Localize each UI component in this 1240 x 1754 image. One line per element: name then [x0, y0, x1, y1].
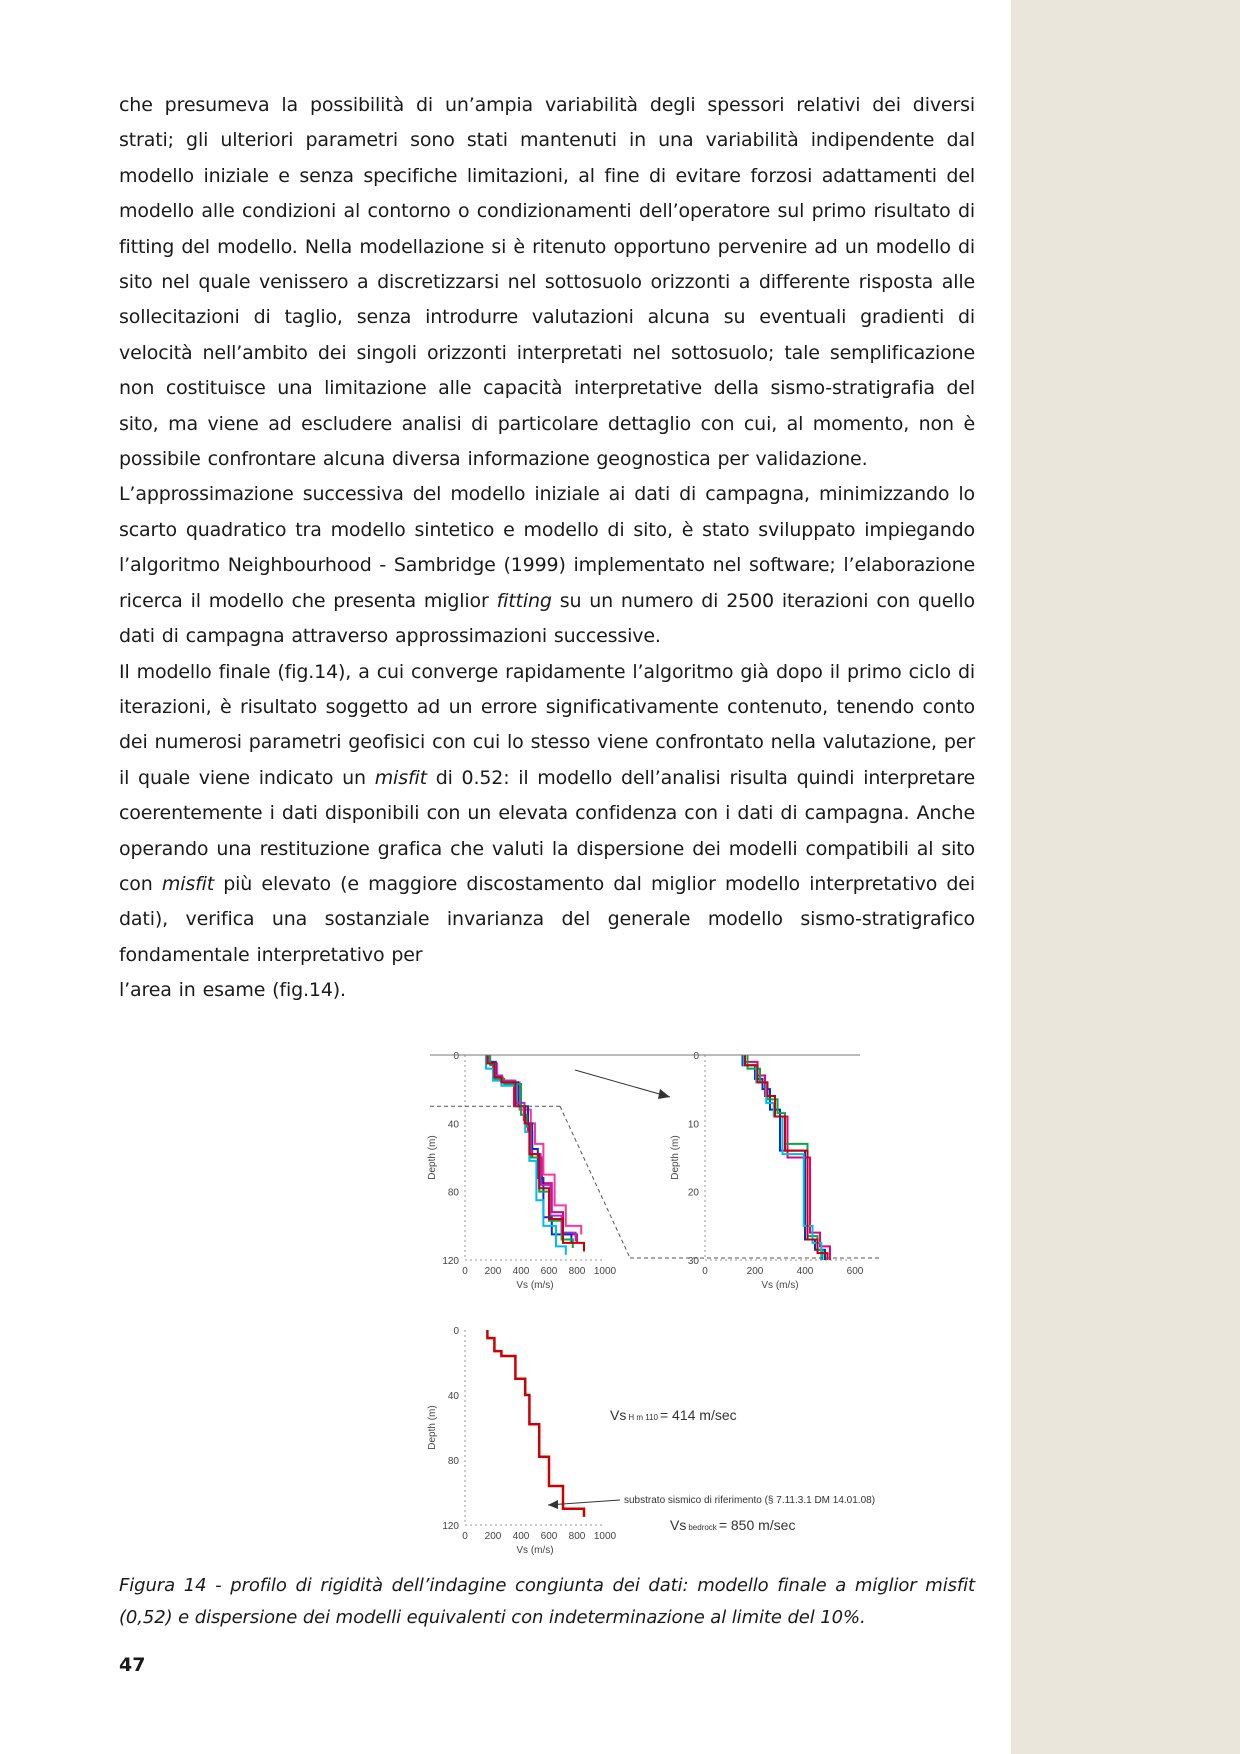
x-tick-label: 800 — [568, 1531, 586, 1542]
profile-series-1-4 — [745, 1055, 828, 1260]
substrato-label: substrato sismico di riferimento (§ 7.11.3.1 DM 14.01.08) — [624, 1495, 876, 1506]
profile-series-2-0 — [487, 1330, 584, 1517]
x-tick-label: 200 — [484, 1266, 502, 1277]
vs-bedrock-main: Vs — [670, 1517, 687, 1533]
paragraph-3-last-line: l’area in esame (fig.14). — [119, 979, 346, 1002]
x-tick-label: 0 — [462, 1266, 468, 1277]
vs-bedrock-value: = 850 m/sec — [718, 1517, 796, 1533]
x-tick-label: 0 — [702, 1266, 708, 1277]
figure-14-chart — [410, 1045, 980, 1565]
paragraph-2-text-b: su un numero di 2500 iterazioni con quello dati di campagna attraverso approssimazioni successive. — [119, 589, 975, 648]
y-tick-label: 10 — [687, 1119, 699, 1131]
y-tick-label: 0 — [693, 1051, 699, 1062]
x-axis-label: Vs (m/s) — [516, 1280, 554, 1291]
y-tick-label: 40 — [447, 1391, 459, 1402]
figure-14 — [410, 1045, 980, 1565]
paragraph-3 — [119, 655, 975, 974]
y-tick-label: 30 — [687, 1256, 699, 1267]
zoom-arrow-head — [658, 1089, 670, 1099]
x-tick-label: 0 — [462, 1531, 468, 1542]
y-tick-label: 120 — [442, 1521, 459, 1532]
figure-caption: Figura 14 - profilo di rigidità dell’indagine congiunta dei dati: modello finale a miglior misfit (0,52) e dispersione dei modelli equivalenti con indeterminazione al limite del 10%. — [119, 1575, 975, 1628]
paragraph-3-text-b: di 0.52: il modello dell’analisi risulta quindi interpretare coerentemente i dati disponibili con un elevata confidenza con i dati di campagna. Anche operando una restituzione grafica che valuti la dispersione dei modelli compatibili al sito con — [119, 766, 975, 895]
paragraph-3-text-a: Il modello finale (fig.14), a cui converge rapidamente l’algoritmo già dopo il primo ciclo di iterazioni, è risultato soggetto ad un errore significativamente contenuto, tenendo conto dei numerosi parametri geofisici con cui lo stesso viene confrontato nella valutazione, per il quale viene indicato un — [119, 660, 975, 789]
profile-series-1-1 — [745, 1055, 830, 1260]
substrato-arrow — [548, 1500, 620, 1505]
x-tick-label: 1000 — [593, 1266, 617, 1277]
paragraph-2 — [119, 477, 975, 654]
x-tick-label: 400 — [512, 1266, 530, 1277]
vs-h-sub: H m 110 — [628, 1413, 658, 1422]
vs-bedrock-annotation — [670, 1517, 795, 1533]
x-tick-label: 200 — [484, 1531, 502, 1542]
y-axis-label: Depth (m) — [427, 1135, 438, 1180]
vs-bedrock-sub: bedrock — [688, 1523, 717, 1532]
paragraph-3-emphasis-2: misfit — [161, 872, 215, 895]
body-text — [119, 88, 975, 1009]
x-axis-label: Vs (m/s) — [516, 1545, 554, 1556]
paragraph-3-text-c: più elevato (e maggiore discostamento dal miglior modello interpretativo dei dati), verifica una sostanziale invarianza del generale modello sismo-stratigrafico fondamentale interpretativo per — [119, 872, 975, 966]
x-tick-label: 200 — [746, 1266, 764, 1277]
y-axis-label: Depth (m) — [670, 1135, 681, 1180]
paragraph-3-emphasis-1: misfit — [374, 766, 427, 789]
x-tick-label: 400 — [512, 1531, 530, 1542]
paragraph-2-emphasis: fitting — [496, 589, 552, 612]
x-tick-label: 400 — [796, 1266, 814, 1277]
vs-h-main: Vs — [610, 1407, 627, 1423]
y-tick-label: 20 — [687, 1187, 699, 1199]
substrato-arrow-head — [548, 1500, 558, 1509]
paragraph-1: che presumeva la possibilità di un’ampia variabilità degli spessori relativi dei diversi strati; gli ulteriori parametri sono stati mantenuti in una variabilità indipendente dal modello iniziale e senza specifiche limitazioni, al fine di evitare forzosi adattamenti del modello alle condizioni al contorno o condizionamenti dell’operatore sul primo risultato di fitting del modello. Nella modellazione si è ritenuto opportuno pervenire ad un modello di sito nel quale venissero a discretizzarsi nel sottosuolo orizzonti a differente risposta alle sollecitazioni di taglio, senza introdurre valutazioni alcuna su eventuali gradienti di velocità nell’ambito dei singoli orizzonti interpretati nel sottosuolo; tale semplificazione non costituisce una limitazione alle capacità interpretative della sismo-stratigrafia del sito, ma viene ad escludere analisi di particolare dettaglio con cui, al momento, non è possibile confrontare alcuna diversa informazione geognostica per validazione. — [119, 94, 975, 471]
y-tick-label: 0 — [453, 1326, 459, 1337]
x-tick-label: 600 — [540, 1266, 558, 1277]
y-tick-label: 40 — [447, 1119, 459, 1131]
x-tick-label: 1000 — [593, 1531, 617, 1542]
x-tick-label: 600 — [540, 1531, 558, 1542]
y-tick-label: 0 — [453, 1051, 459, 1062]
y-tick-label: 120 — [442, 1256, 459, 1267]
y-tick-label: 80 — [447, 1456, 459, 1467]
vs-h-value: = 414 m/sec — [659, 1407, 737, 1423]
x-tick-label: 600 — [846, 1266, 864, 1277]
page-number: 47 — [119, 1654, 146, 1676]
paragraph-2-text-a: L’approssimazione successiva del modello iniziale ai dati di campagna, minimizzando lo scarto quadratico tra modello sintetico e modello di sito, è stato sviluppato impiegando l’algoritmo Neighbourhood - Sambridge (1999) implementato nel software; l’elaborazione ricerca il modello che presenta miglior — [119, 483, 975, 612]
profile-series-1-2 — [748, 1055, 823, 1260]
profile-series-0-4 — [486, 1055, 566, 1255]
page-sidebar-band — [1011, 0, 1240, 1754]
x-axis-label: Vs (m/s) — [761, 1280, 799, 1291]
y-axis-label: Depth (m) — [427, 1405, 438, 1450]
vs-h-annotation — [610, 1407, 737, 1423]
y-tick-label: 80 — [447, 1187, 459, 1199]
zoom-arrow — [575, 1070, 670, 1097]
x-tick-label: 800 — [568, 1266, 586, 1277]
